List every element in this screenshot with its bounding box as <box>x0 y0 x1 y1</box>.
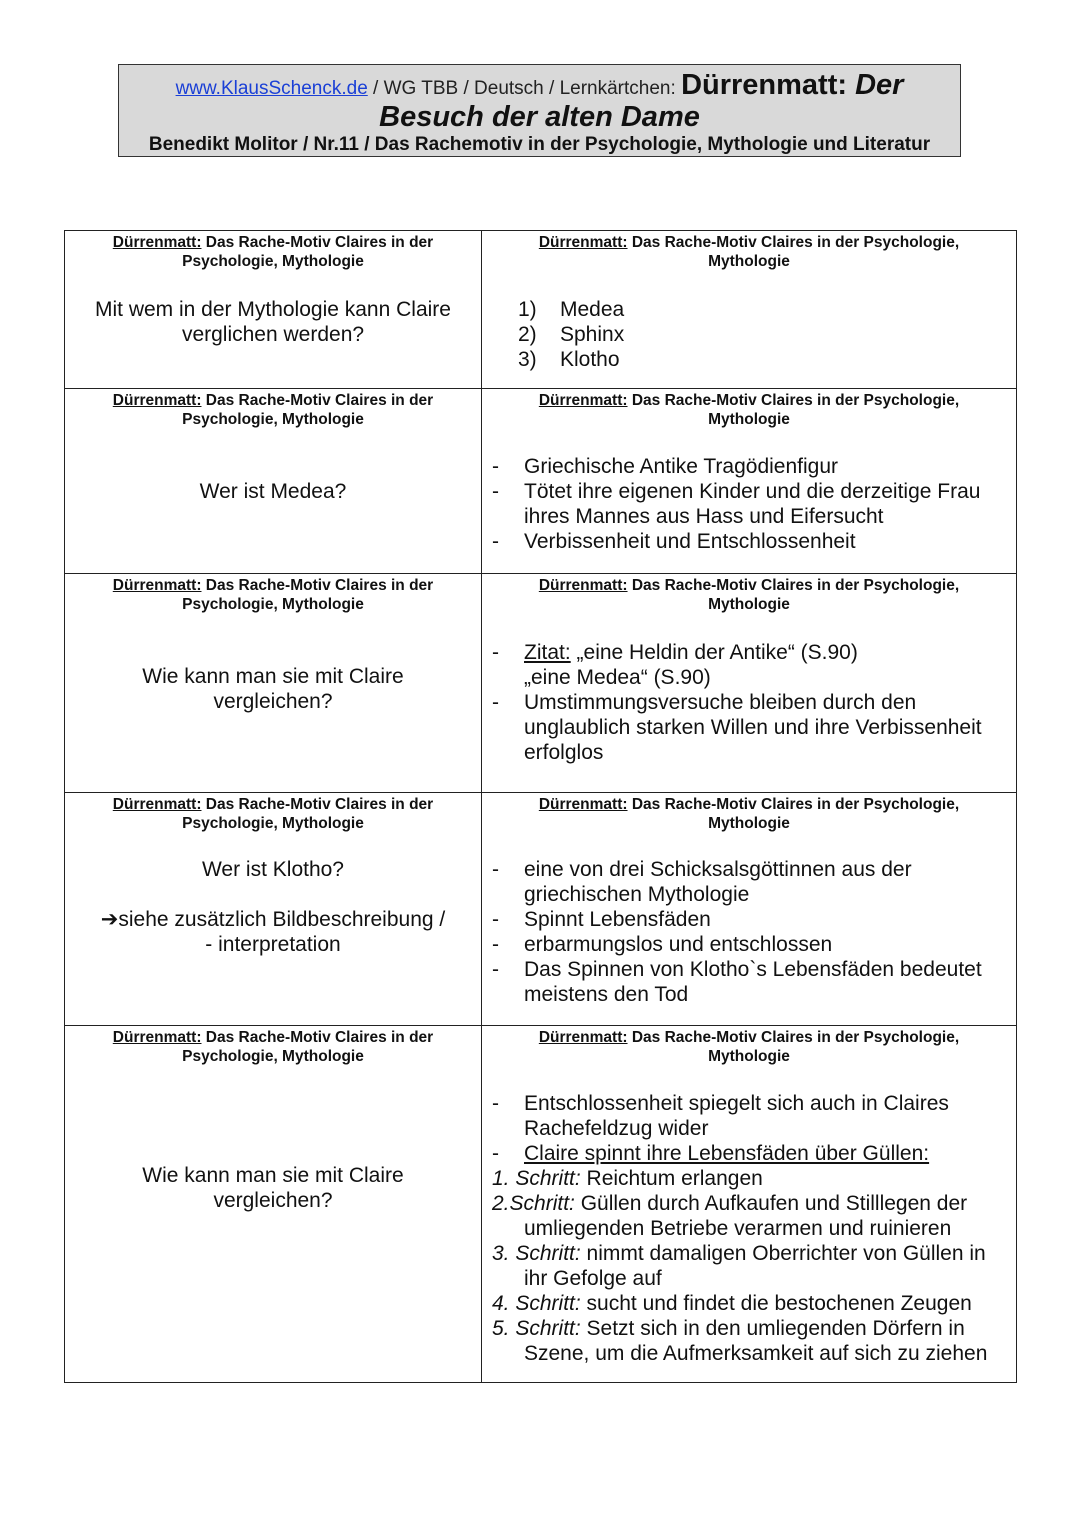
answer-item <box>482 907 1004 932</box>
card-heading-text: Das Rache-Motiv Claires in der Psychologie, <box>627 234 960 251</box>
card-heading <box>482 231 1016 271</box>
question-line: vergleichen? <box>213 690 333 713</box>
answer-card <box>482 574 1017 793</box>
arrow-right-icon: ➔ <box>100 908 119 931</box>
card-heading-prefix: Dürrenmatt: <box>112 392 202 409</box>
answer-text: „eine Medea“ (S.90) <box>524 666 711 689</box>
question-line: verglichen werden? <box>181 323 365 346</box>
answer-item <box>482 1091 1004 1141</box>
question-text <box>65 664 481 714</box>
document-header <box>118 64 961 157</box>
answer-text: Entschlossenheit spiegelt sich auch in Claires Rachefeldzug wider <box>524 1092 949 1140</box>
answer-card <box>482 1026 1017 1383</box>
quote-text: „eine Heldin der Antike“ (S.90) <box>570 641 858 664</box>
list-marker: - <box>492 530 499 553</box>
question-text <box>65 297 481 347</box>
header-line-1 <box>119 69 960 105</box>
card-heading-prefix: Dürrenmatt: <box>538 1029 628 1046</box>
question-card <box>65 793 482 1026</box>
website-link[interactable]: www.KlausSchenck.de <box>175 78 368 99</box>
card-heading <box>482 574 1016 614</box>
answer-text: Klotho <box>560 348 620 371</box>
card-heading-text: Mythologie <box>708 411 790 428</box>
flashcard-row <box>65 231 1017 389</box>
card-heading <box>482 1026 1016 1066</box>
answer-list <box>482 857 1016 1007</box>
card-heading-text: Psychologie, Mythologie <box>182 411 364 428</box>
answer-item <box>482 857 1004 907</box>
card-heading-prefix: Dürrenmatt: <box>112 1029 202 1046</box>
header-subtitle: Benedikt Molitor / Nr.11 / Das Rachemotiv in der Psychologie, Mythologie und Literatur <box>148 134 931 155</box>
answer-item <box>482 957 1004 1007</box>
card-heading-prefix: Dürrenmatt: <box>538 234 628 251</box>
answer-text: eine von drei Schicksalsgöttinnen aus der griechischen Mythologie <box>524 858 912 906</box>
answer-text <box>524 640 1004 665</box>
answer-text: Tötet ihre eigenen Kinder und die derzeitige Frau ihres Mannes aus Hass und Eifersucht <box>524 480 981 528</box>
list-marker: 3) <box>518 348 537 371</box>
answer-item <box>482 479 1004 529</box>
question-line: Mit wem in der Mythologie kann Claire <box>95 298 451 321</box>
answer-list <box>482 297 1016 372</box>
note-text: siehe zusätzlich Bildbeschreibung / <box>118 908 446 931</box>
card-heading-text: Mythologie <box>708 1048 790 1065</box>
question-line: vergleichen? <box>213 1189 333 1212</box>
card-heading-prefix: Dürrenmatt: <box>538 577 628 594</box>
step-label: 5. Schritt: <box>492 1317 581 1340</box>
step-label: 2.Schritt: <box>492 1192 575 1215</box>
list-marker: - <box>492 1142 499 1165</box>
step-text: nimmt damaligen Oberrichter von Güllen in <box>580 1242 986 1265</box>
answer-list <box>482 454 1016 554</box>
question-text <box>65 857 481 957</box>
question-text <box>65 1163 481 1213</box>
list-marker: - <box>492 480 499 503</box>
list-marker: - <box>492 455 499 478</box>
answer-item <box>482 690 1004 765</box>
answer-item <box>482 1141 1004 1166</box>
card-heading-text: Mythologie <box>708 253 790 270</box>
answer-item <box>482 665 1004 690</box>
flashcard-row <box>65 793 1017 1026</box>
note-line <box>85 907 461 932</box>
list-marker: - <box>492 691 499 714</box>
flashcards-table <box>64 230 1017 1383</box>
card-heading-text: Psychologie, Mythologie <box>182 1048 364 1065</box>
question-card <box>65 389 482 574</box>
step-text-continued: ihr Gefolge auf <box>524 1267 662 1290</box>
answer-text: Sphinx <box>560 323 625 346</box>
card-heading-text: Das Rache-Motiv Claires in der <box>201 1029 434 1046</box>
card-heading <box>65 574 481 614</box>
step-item <box>482 1316 1004 1366</box>
answer-item <box>482 640 1004 665</box>
card-heading <box>65 793 481 833</box>
answer-card <box>482 389 1017 574</box>
step-text-continued: Szene, um die Aufmerksamkeit auf sich zu ziehen <box>524 1342 988 1365</box>
answer-card <box>482 231 1017 389</box>
card-heading-prefix: Dürrenmatt: <box>112 234 202 251</box>
question-line: Wer ist Klotho? <box>201 858 344 881</box>
title-strong: Dürrenmatt: <box>681 69 856 101</box>
answer-text: Spinnt Lebensfäden <box>524 908 711 931</box>
step-label: 4. Schritt: <box>492 1292 581 1315</box>
answer-text: Medea <box>560 298 625 321</box>
card-heading-text: Das Rache-Motiv Claires in der <box>201 796 434 813</box>
title-line-2: Besuch der alten Dame <box>379 101 700 133</box>
card-heading-text: Das Rache-Motiv Claires in der Psychologie, <box>627 577 960 594</box>
step-text-continued: umliegenden Betriebe verarmen und ruinieren <box>524 1217 952 1240</box>
list-marker: - <box>492 958 499 981</box>
card-heading <box>65 389 481 429</box>
list-marker: - <box>492 1092 499 1115</box>
question-line: Wer ist Medea? <box>199 480 347 503</box>
answer-list <box>482 1091 1016 1366</box>
card-heading-text: Das Rache-Motiv Claires in der <box>201 577 434 594</box>
flashcard-row <box>65 574 1017 793</box>
answer-item <box>482 454 1004 479</box>
card-heading-text: Das Rache-Motiv Claires in der Psychologie, <box>627 1029 960 1046</box>
card-heading-text: Das Rache-Motiv Claires in der <box>201 392 434 409</box>
question-line: Wie kann man sie mit Claire <box>142 1164 404 1187</box>
answer-item <box>482 932 1004 957</box>
list-marker: - <box>492 858 499 881</box>
question-card <box>65 574 482 793</box>
list-marker <box>482 665 524 690</box>
list-marker: - <box>492 641 499 664</box>
step-text: Setzt sich in den umliegenden Dörfern in <box>580 1317 965 1340</box>
step-item <box>482 1291 1004 1316</box>
answer-item <box>482 297 1004 322</box>
question-text <box>65 479 481 504</box>
answer-item <box>482 529 1004 554</box>
list-marker: 1) <box>518 298 537 321</box>
step-label: 3. Schritt: <box>492 1242 581 1265</box>
answer-text: Claire spinnt ihre Lebensfäden über Güllen: <box>524 1142 930 1165</box>
step-item <box>482 1241 1004 1291</box>
card-heading-text: Mythologie <box>708 815 790 832</box>
title-italic: Der <box>855 69 904 101</box>
card-heading <box>65 1026 481 1066</box>
answer-list <box>482 640 1016 765</box>
question-card <box>65 231 482 389</box>
card-heading-text: Mythologie <box>708 596 790 613</box>
card-heading-text: Psychologie, Mythologie <box>182 596 364 613</box>
question-line: Wie kann man sie mit Claire <box>142 665 404 688</box>
flashcard-row <box>65 389 1017 574</box>
step-text: sucht und findet die bestochenen Zeugen <box>580 1292 972 1315</box>
answer-text: Umstimmungsversuche bleiben durch den unglaublich starken Willen und ihre Verbissenheit erfolglos <box>524 691 982 764</box>
list-marker: 2) <box>518 323 537 346</box>
card-heading-text: Das Rache-Motiv Claires in der Psychologie, <box>627 392 960 409</box>
quote-label: Zitat: <box>524 641 571 664</box>
step-item <box>482 1191 1004 1241</box>
answer-text: Das Spinnen von Klotho`s Lebensfäden bedeutet meistens den Tod <box>524 958 982 1006</box>
card-heading-prefix: Dürrenmatt: <box>112 577 202 594</box>
card-heading-text: Psychologie, Mythologie <box>182 815 364 832</box>
answer-text: erbarmungslos und entschlossen <box>524 933 833 956</box>
list-marker: - <box>492 933 499 956</box>
card-heading-text: Das Rache-Motiv Claires in der Psychologie, <box>627 796 960 813</box>
answer-item <box>482 347 1004 372</box>
card-heading-prefix: Dürrenmatt: <box>538 392 628 409</box>
answer-text: Verbissenheit und Entschlossenheit <box>524 530 856 553</box>
step-label: 1. Schritt: <box>492 1167 581 1190</box>
step-text: Reichtum erlangen <box>580 1167 763 1190</box>
answer-text: Griechische Antike Tragödienfigur <box>524 455 839 478</box>
card-heading <box>482 793 1016 833</box>
step-text: Güllen durch Aufkaufen und Stilllegen der <box>574 1192 968 1215</box>
note-line: - interpretation <box>205 933 341 956</box>
flashcard-row <box>65 1026 1017 1383</box>
card-heading-prefix: Dürrenmatt: <box>112 796 202 813</box>
step-item <box>482 1166 1004 1191</box>
header-path: / WG TBB / Deutsch / Lernkärtchen: <box>367 78 682 99</box>
list-marker: - <box>492 908 499 931</box>
card-heading <box>65 231 481 271</box>
answer-item <box>482 322 1004 347</box>
card-heading <box>482 389 1016 429</box>
card-heading-text: Das Rache-Motiv Claires in der <box>201 234 434 251</box>
card-heading-prefix: Dürrenmatt: <box>538 796 628 813</box>
card-heading-text: Psychologie, Mythologie <box>182 253 364 270</box>
answer-card <box>482 793 1017 1026</box>
question-card <box>65 1026 482 1383</box>
